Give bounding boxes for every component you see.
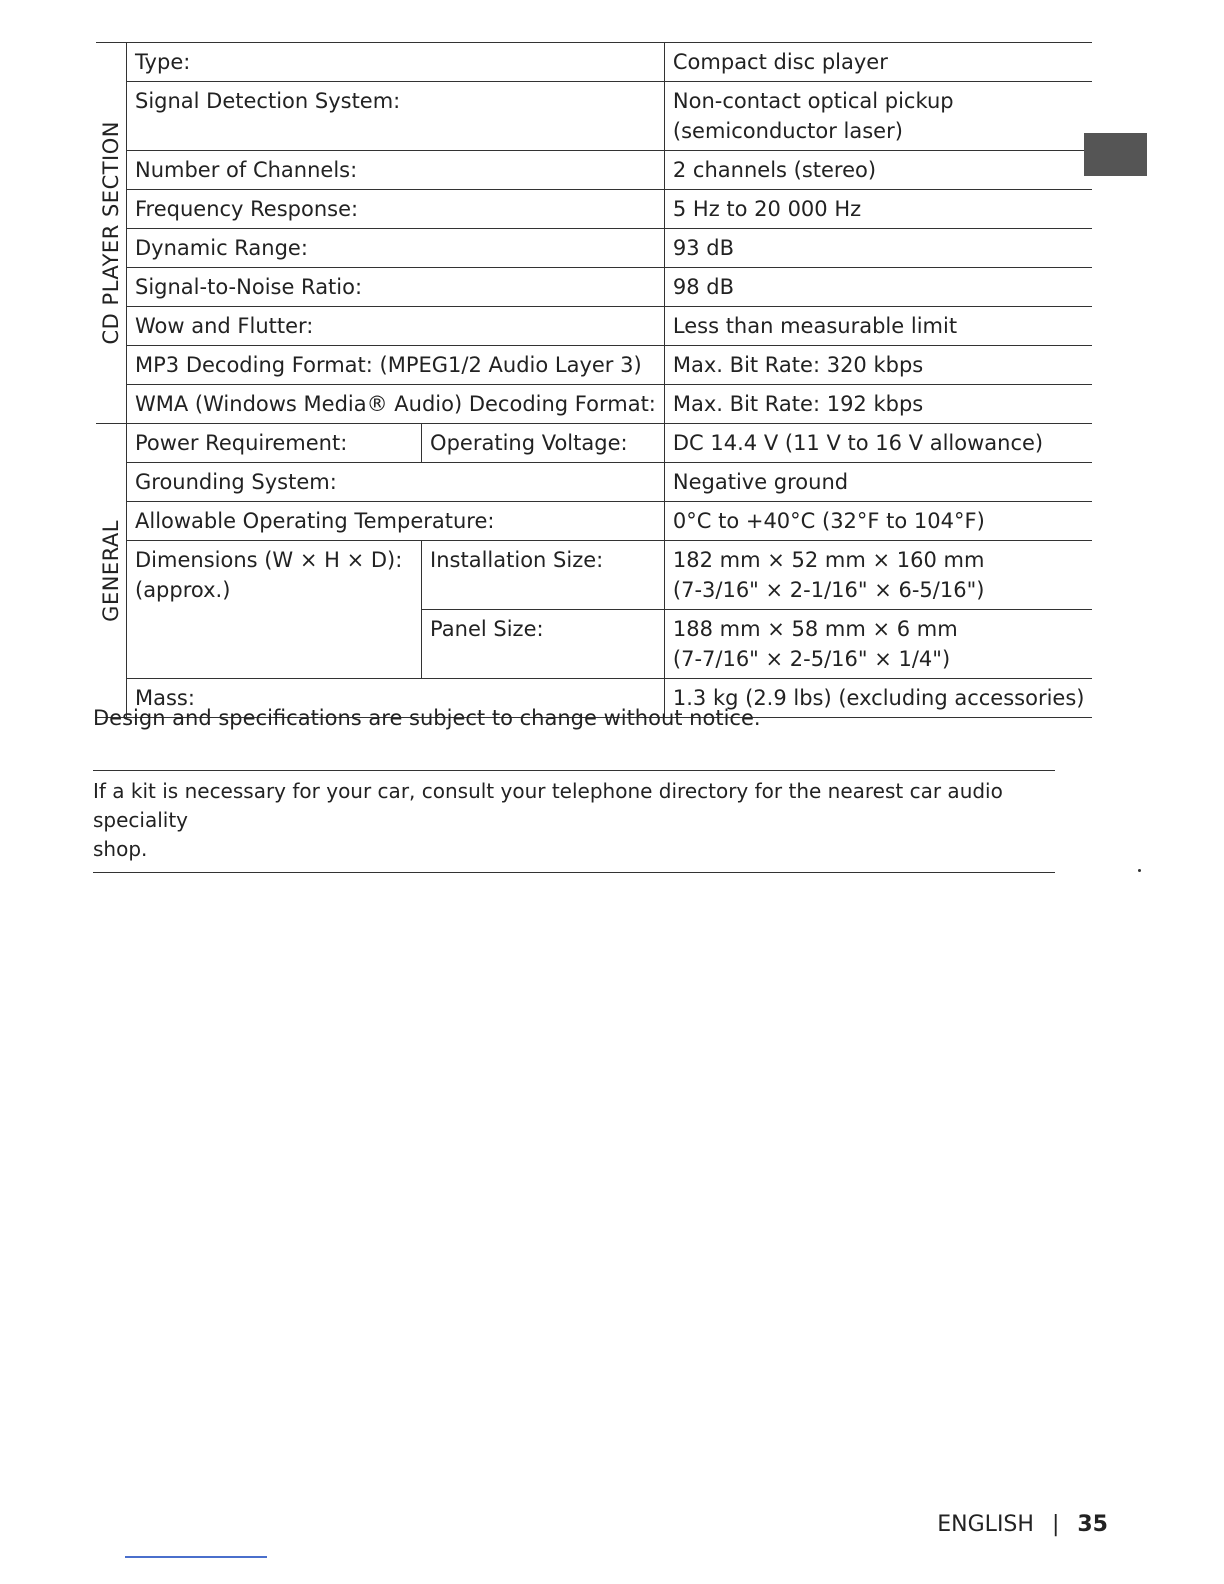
spec-value-line: (7-7/16" × 2-5/16" × 1/4") [672, 647, 951, 671]
kit-note-box [93, 770, 1055, 873]
spec-label: Grounding System: [127, 463, 665, 502]
spec-sublabel: Operating Voltage: [422, 424, 665, 463]
table-row [96, 346, 1092, 385]
spec-value [664, 82, 1092, 151]
spec-value: 93 dB [664, 229, 1092, 268]
spec-value: Compact disc player [664, 43, 1092, 82]
spec-value: DC 14.4 V (11 V to 16 V allowance) [664, 424, 1092, 463]
spec-value: 2 channels (stereo) [664, 151, 1092, 190]
table-row [96, 463, 1092, 502]
spec-label: Dynamic Range: [127, 229, 665, 268]
spec-value [664, 610, 1092, 679]
page-number: 35 [1077, 1512, 1108, 1537]
table-row [96, 385, 1092, 424]
spec-value: Less than measurable limit [664, 307, 1092, 346]
spec-value: 1.3 kg (2.9 lbs) (excluding accessories) [664, 679, 1092, 718]
spec-label: MP3 Decoding Format: (MPEG1/2 Audio Layer 3) [127, 346, 665, 385]
kit-note-line: If a kit is necessary for your car, consult your telephone directory for the nearest car audio speciality [93, 779, 1003, 832]
table-row [96, 541, 1092, 610]
table-row [96, 502, 1092, 541]
table-row [96, 190, 1092, 229]
table-row [96, 43, 1092, 82]
spec-label: Allowable Operating Temperature: [127, 502, 665, 541]
page-footer [937, 1512, 1108, 1537]
spec-label: WMA (Windows Media® Audio) Decoding Format: [127, 385, 665, 424]
spec-label: Signal Detection System: [127, 82, 665, 151]
table-row [96, 229, 1092, 268]
table-row [96, 307, 1092, 346]
spec-value-line: 188 mm × 58 mm × 6 mm [672, 617, 958, 641]
spec-label: Wow and Flutter: [127, 307, 665, 346]
spec-value-line: (semiconductor laser) [672, 119, 903, 143]
spec-label: Power Requirement: [127, 424, 422, 463]
spec-value-line: (7-3/16" × 2-1/16" × 6-5/16") [672, 578, 985, 602]
table-row [96, 82, 1092, 151]
disclaimer-note: Design and specifications are subject to change without notice. [93, 706, 761, 730]
spec-sublabel: Installation Size: [422, 541, 665, 610]
spec-sublabel: Panel Size: [422, 610, 665, 679]
spec-value-line: Non-contact optical pickup [672, 89, 954, 113]
spec-label: Signal-to-Noise Ratio: [127, 268, 665, 307]
spec-label: Frequency Response: [127, 190, 665, 229]
stray-mark [1138, 869, 1141, 872]
spec-value: Max. Bit Rate: 192 kbps [664, 385, 1092, 424]
spec-label: Mass: [127, 679, 665, 718]
spec-label [127, 541, 422, 679]
section-tab-marker [1084, 133, 1147, 176]
spec-value: Negative ground [664, 463, 1092, 502]
spec-label: Type: [127, 43, 665, 82]
cd-player-section-label: CD PLAYER SECTION [96, 43, 127, 424]
spec-value: 98 dB [664, 268, 1092, 307]
spec-label: Number of Channels: [127, 151, 665, 190]
table-row [96, 151, 1092, 190]
spec-value: 5 Hz to 20 000 Hz [664, 190, 1092, 229]
spec-value: 0°C to +40°C (32°F to 104°F) [664, 502, 1092, 541]
general-section-label: GENERAL [96, 424, 127, 718]
edge-line [125, 1556, 267, 1558]
footer-separator: | [1051, 1512, 1060, 1537]
footer-language: ENGLISH [937, 1512, 1034, 1537]
table-row [96, 268, 1092, 307]
spec-label-line: Dimensions (W × H × D): [135, 548, 403, 572]
specifications-table [96, 42, 1092, 718]
spec-value: Max. Bit Rate: 320 kbps [664, 346, 1092, 385]
spec-value [664, 541, 1092, 610]
kit-note-line: shop. [93, 837, 148, 861]
spec-label-line: (approx.) [135, 578, 231, 602]
spec-value-line: 182 mm × 52 mm × 160 mm [672, 548, 985, 572]
table-row [96, 424, 1092, 463]
